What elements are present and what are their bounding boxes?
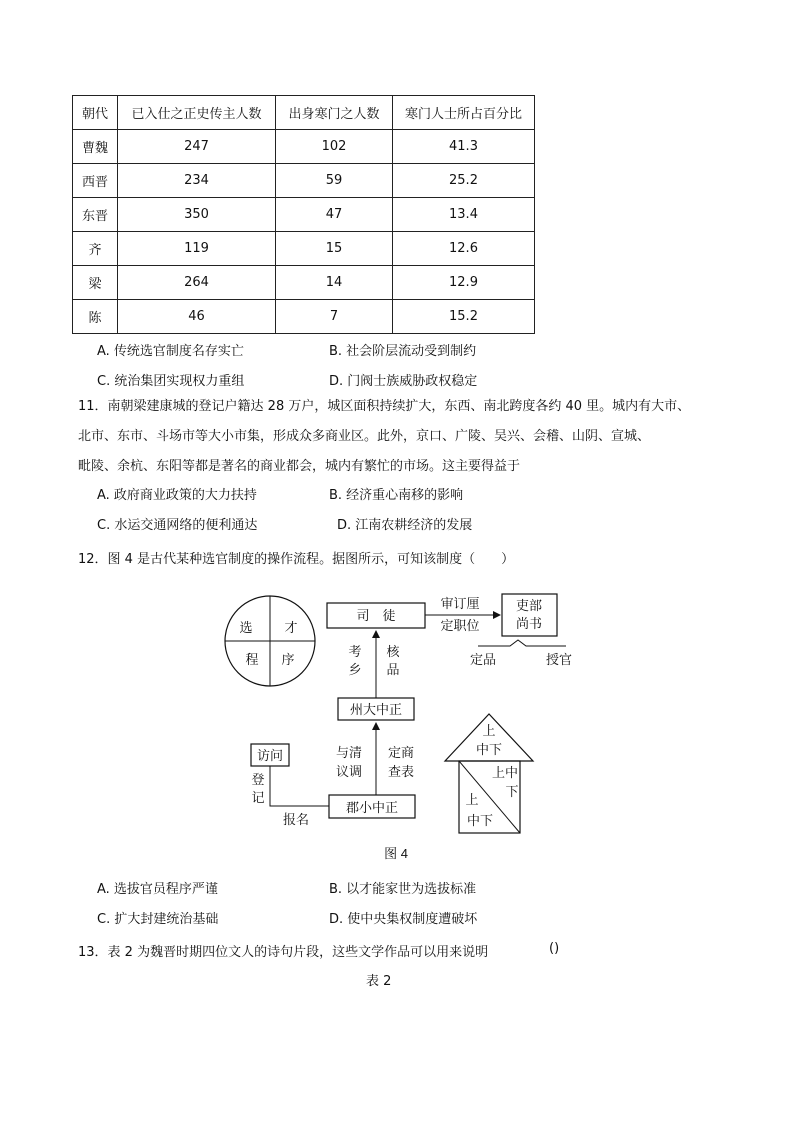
circle-label: 程	[245, 653, 259, 668]
q11-option-c[interactable]: C. 水运交通网络的便利通达	[97, 518, 258, 533]
fangwen-label: 访问	[256, 749, 284, 764]
baoming-label: 报名	[282, 813, 310, 828]
q11-option-b[interactable]: B. 经济重心南移的影响	[329, 488, 464, 503]
dingpin-label: 定品	[469, 653, 497, 668]
table-cell: 119	[118, 232, 276, 266]
hepin-label: 品	[386, 663, 400, 678]
q11-option-d[interactable]: D. 江南农耕经济的发展	[337, 518, 473, 533]
table-header-cell: 出身寒门之人数	[276, 96, 393, 130]
q12-option-d[interactable]: D. 使中央集权制度遭破坏	[329, 912, 478, 927]
kaoxiang-label: 乡	[348, 663, 362, 678]
table-header-cell: 朝代	[73, 96, 118, 130]
line-fangwen-to-jun	[270, 766, 329, 806]
table-2-title: 表 2	[366, 974, 392, 989]
shending-label: 定职位	[440, 619, 480, 634]
q12-option-a[interactable]: A. 选拔官员程序严谨	[97, 882, 218, 897]
house-label: 下	[505, 785, 519, 800]
table-cell: 15.2	[393, 300, 535, 334]
table-cell: 46	[118, 300, 276, 334]
table-header-cell: 寒门人士所占百分比	[393, 96, 535, 130]
table-cell: 曹魏	[73, 130, 118, 164]
q12-option-b[interactable]: B. 以才能家世为选拔标准	[329, 882, 477, 897]
house-label: 上	[465, 793, 479, 808]
table-cell: 102	[276, 130, 393, 164]
question-11-line: 毗陵、余杭、东阳等都是著名的商业都会，城内有繁忙的市场。这主要得益于	[78, 459, 521, 474]
libu-label: 吏部	[515, 599, 543, 614]
table-cell: 41.3	[393, 130, 535, 164]
q10-option-b[interactable]: B. 社会阶层流动受到制约	[329, 344, 477, 359]
dengji-label: 记	[251, 791, 265, 806]
shouguan-label: 授官	[545, 653, 573, 668]
table-cell: 西晋	[73, 164, 118, 198]
nine-grade-house	[445, 714, 533, 833]
situ-label: 司 徒	[356, 609, 396, 624]
table-cell: 东晋	[73, 198, 118, 232]
table-header-cell: 已入仕之正史传主人数	[118, 96, 276, 130]
table-cell: 梁	[73, 266, 118, 300]
table-cell: 247	[118, 130, 276, 164]
house-label: 中下	[475, 743, 503, 758]
libu-label: 尚书	[515, 617, 543, 632]
circle-label: 才	[284, 621, 298, 636]
table-cell: 7	[276, 300, 393, 334]
dengji-label: 登	[251, 773, 265, 788]
figure-caption: 图 4	[384, 846, 408, 861]
circle-label: 序	[281, 653, 295, 668]
house-label: 上	[482, 724, 496, 739]
zhou-label: 州大中正	[349, 703, 403, 718]
jun-label: 郡小中正	[345, 801, 399, 816]
q12-option-c[interactable]: C. 扩大封建统治基础	[97, 912, 219, 927]
q10-option-a[interactable]: A. 传统选官制度名存实亡	[97, 344, 244, 359]
table-cell: 59	[276, 164, 393, 198]
table-cell: 齐	[73, 232, 118, 266]
q11-option-a[interactable]: A. 政府商业政策的大力扶持	[97, 488, 257, 503]
table-cell: 264	[118, 266, 276, 300]
table-cell: 13.4	[393, 198, 535, 232]
house-label: 上中	[491, 766, 519, 781]
table-cell: 25.2	[393, 164, 535, 198]
dingshang-label: 查表	[387, 765, 415, 780]
q10-option-d[interactable]: D. 门阀士族威胁政权稳定	[329, 374, 478, 389]
table-cell: 15	[276, 232, 393, 266]
shending-label: 审订厘	[440, 597, 480, 612]
table-cell: 陈	[73, 300, 118, 334]
question-13-paren: ()	[549, 941, 560, 956]
yuqing-label: 与清	[335, 746, 363, 761]
yuqing-label: 议调	[335, 765, 363, 780]
table-cell: 350	[118, 198, 276, 232]
table-cell: 12.6	[393, 232, 535, 266]
dingshang-label: 定商	[387, 746, 415, 761]
question-11-line: 北市、东市、斗场市等大小市集，形成众多商业区。此外，京口、广陵、吴兴、会稽、山阴、宣城、	[78, 429, 651, 444]
table-cell: 12.9	[393, 266, 535, 300]
circle-label: 选	[239, 621, 253, 636]
brace-line	[478, 640, 566, 646]
house-label: 中下	[466, 814, 494, 829]
table-cell: 234	[118, 164, 276, 198]
question-11-line: 11．南朝梁建康城的登记户籍达 28 万户，城区面积持续扩大，东西、南北跨度各约 40 里。城内有大市、	[78, 399, 691, 414]
table-cell: 47	[276, 198, 393, 232]
table-cell: 14	[276, 266, 393, 300]
hepin-label: 核	[386, 645, 400, 660]
kaoxiang-label: 考	[348, 645, 362, 660]
question-12-stem: 12．图 4 是古代某种选官制度的操作流程。据图所示，可知该制度（ ）	[78, 552, 515, 567]
selection-circle	[225, 596, 315, 686]
q10-option-c[interactable]: C. 统治集团实现权力重组	[97, 374, 245, 389]
question-13-stem: 13．表 2 为魏晋时期四位文人的诗句片段，这些文学作品可以用来说明	[78, 945, 489, 960]
